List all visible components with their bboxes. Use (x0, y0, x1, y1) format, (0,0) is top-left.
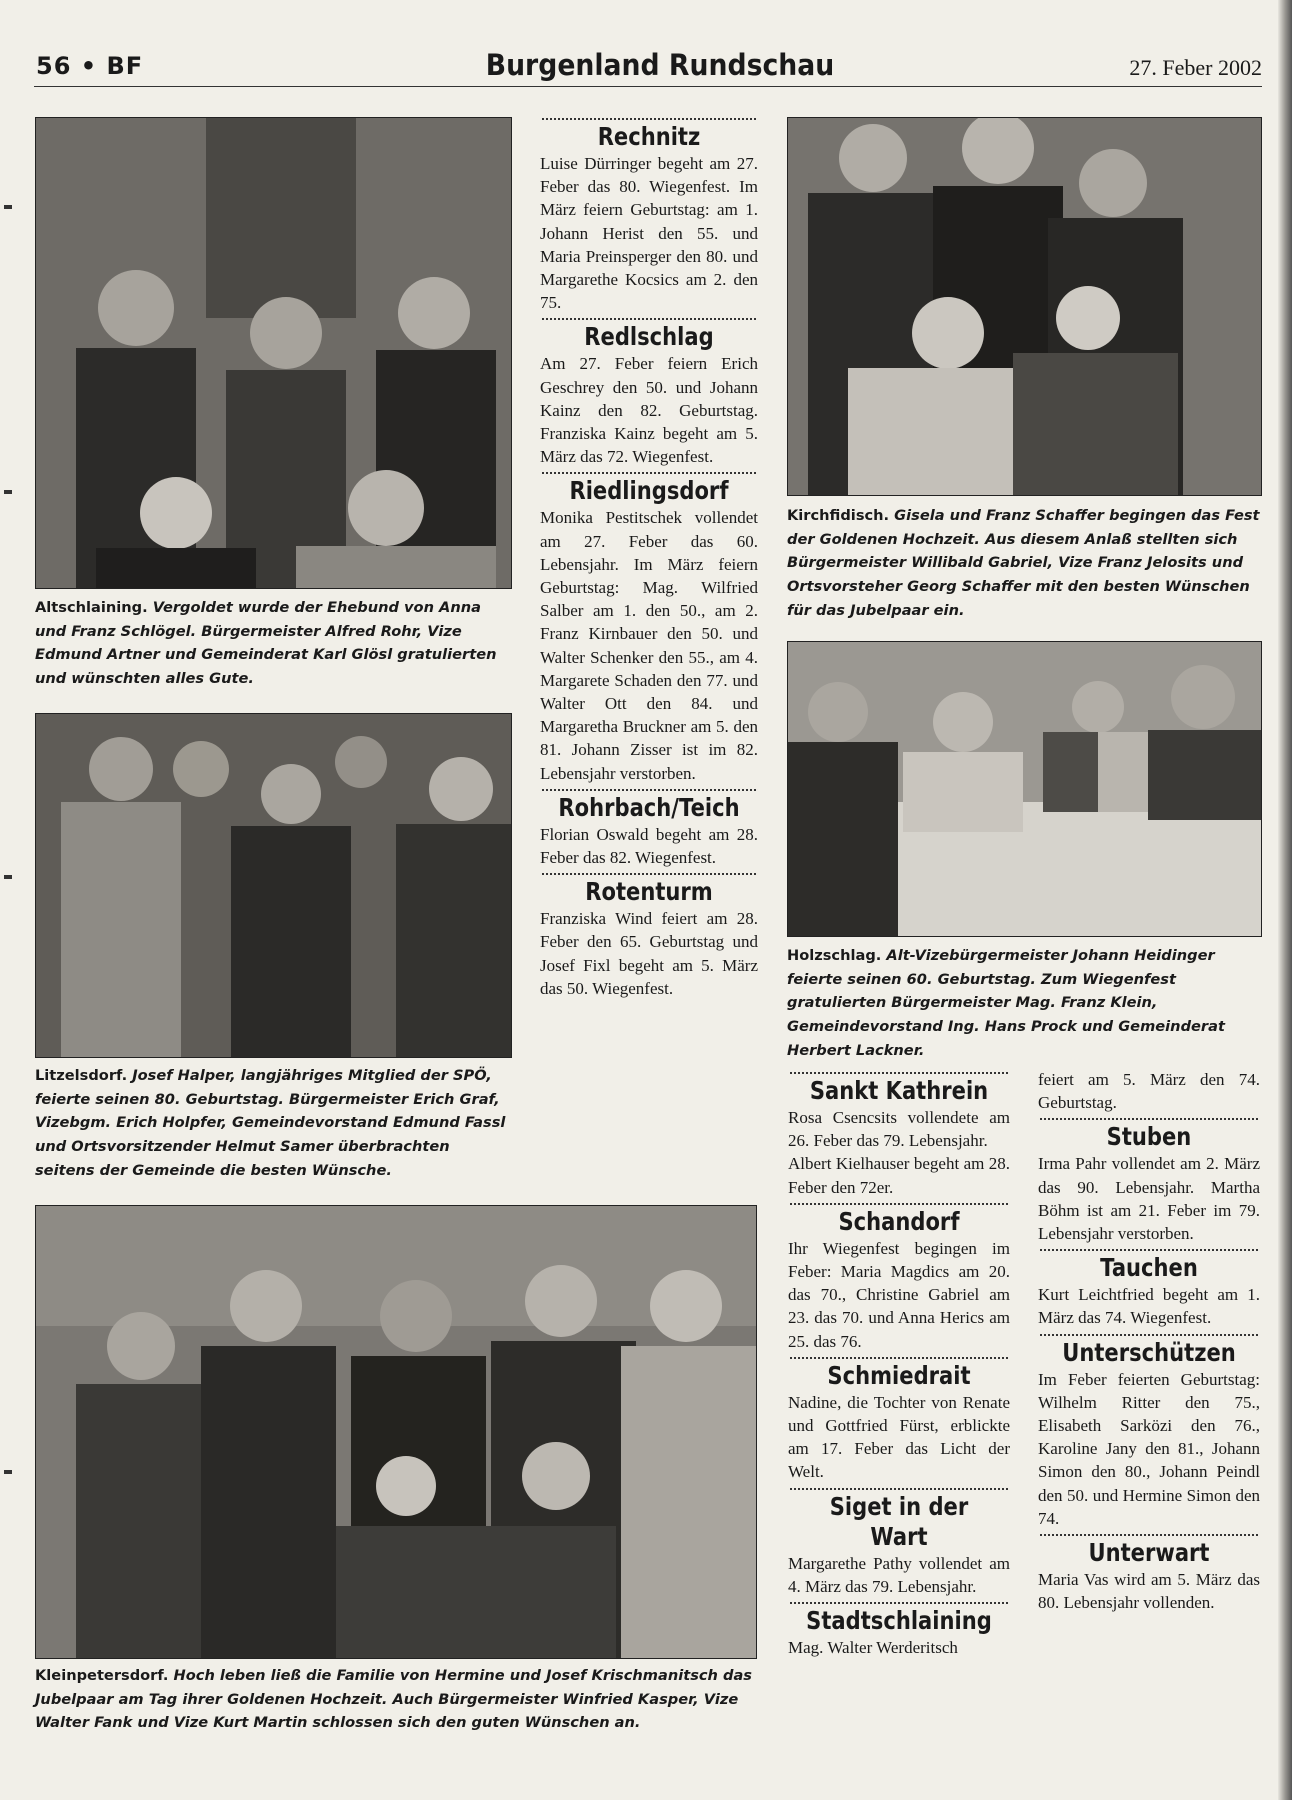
caption-place: Altschlaining. (35, 599, 148, 616)
section-tauchen (1038, 1249, 1260, 1329)
section-text: Nadine, die Tochter von Renate und Gottfried Fürst, erblickte am 17. Feber das Licht der Welt. (788, 1392, 1010, 1482)
dotted-separator (542, 318, 756, 320)
section-schandorf (788, 1203, 1010, 1353)
section-text: Maria Vas wird am 5. März das 80. Lebensjahr vollenden. (1038, 1570, 1260, 1613)
scan-mark (4, 1470, 12, 1474)
section-stadtschlaining (788, 1602, 1010, 1659)
section-text: Monika Pestitschek vollendet am 27. Feber das 60. Lebensjahr. Im März feiern Geburtstag: Mag. Wilfried Salber am 1. den 50., am 2. Franz Kirnbauer den 50. und Walter Schenker den 55., am 4. Margarete Schaden den 77. und Walter Ott den 84. und Margaretha Bruckner am 5. den 81. Johann Zisser ist im 82. Lebensjahr verstorben. (540, 508, 758, 783)
issue-date: 27. Feber 2002 (1129, 55, 1262, 80)
section-title: Rechnitz (597, 122, 701, 151)
right-column-b (1038, 1068, 1260, 1616)
caption-place: Kleinpetersdorf. (35, 1667, 169, 1684)
section-rechnitz (540, 118, 758, 314)
caption-text: Vergoldet wurde der Ehebund von Anna und Franz Schlögel. Bürgermeister Alfred Rohr, Vize Edmund Artner und Gemeinderat Karl Glösl gratulierten und wünschten alles Gute. (35, 599, 497, 687)
scan-mark (4, 490, 12, 494)
section-rohrbach-teich (540, 789, 758, 869)
dotted-separator (542, 472, 756, 474)
dotted-separator (542, 118, 756, 120)
section-title: Schmiedrait (827, 1360, 971, 1390)
scan-mark (4, 205, 12, 209)
newspaper-title: Burgenland Rundschau (485, 48, 835, 82)
section-text: Am 27. Feber feiern Erich Geschrey den 50. und Johann Kainz den 82. Geburtstag. Franziska Kainz begeht am 5. März das 72. Wiegenfest. (540, 354, 758, 467)
section-redlschlag (540, 318, 758, 468)
section-text: Margarethe Pathy vollendet am 4. März das 79. Lebensjahr. (788, 1553, 1010, 1596)
photo-kirchfidisch (787, 117, 1262, 496)
caption-altschlaining (35, 596, 510, 691)
section-sankt-kathrein (788, 1072, 1010, 1199)
section-riedlingsdorf (540, 472, 758, 784)
section-schmiedrait (788, 1357, 1010, 1484)
section-title: Unterwart (1088, 1538, 1210, 1568)
section-text: Kurt Leichtfried begeht am 1. März das 74. Wiegenfest. (1038, 1285, 1260, 1328)
section-title: Tauchen (1100, 1253, 1198, 1283)
dotted-separator (1040, 1334, 1258, 1336)
section-siget-in-der-wart (788, 1488, 1010, 1598)
dotted-separator (1040, 1118, 1258, 1120)
section-title: Rohrbach/Teich (558, 792, 740, 822)
caption-text: Gisela und Franz Schaffer begingen das Fest der Goldenen Hochzeit. Aus diesem Anlaß stellten sich Bürgermeister Willibald Gabriel, Vize Franz Jelosits und Ortsvorsteher Georg Schaffer mit den besten Wünschen für das Jubelpaar ein. (787, 507, 1260, 619)
section-rotenturm (540, 873, 758, 1000)
section-title: Schandorf (838, 1206, 960, 1236)
caption-place: Holzschlag. (787, 947, 882, 964)
caption-text: Hoch leben ließ die Familie von Hermine und Josef Krischmanitsch das Jubelpaar am Tag ihrer Goldenen Hochzeit. Auch Bürgermeister Winfried Kasper, Vize Walter Fank und Vize Kurt Martin schlossen sich den guten Wünschen an. (35, 1667, 752, 1732)
dotted-separator (542, 789, 756, 791)
section-text: Mag. Walter Werderitsch (788, 1638, 958, 1658)
section-stuben (1038, 1118, 1260, 1245)
dotted-separator (790, 1203, 1008, 1205)
dotted-separator (790, 1072, 1008, 1074)
dotted-separator (790, 1357, 1008, 1359)
caption-kirchfidisch (787, 504, 1260, 622)
section-unterwart (1038, 1534, 1260, 1614)
section-title: Redlschlag (584, 322, 714, 352)
dotted-separator (790, 1602, 1008, 1604)
caption-place: Kirchfidisch. (787, 507, 890, 524)
caption-holzschlag (787, 944, 1260, 1062)
continuation-text: feiert am 5. März den 74. Geburtstag. (1038, 1070, 1260, 1113)
caption-place: Litzelsdorf. (35, 1067, 128, 1084)
header-rule (34, 86, 1262, 87)
caption-text: Josef Halper, langjähriges Mitglied der SPÖ, feierte seinen 80. Geburtstag. Bürgermeister Erich Graf, Vizebgm. Erich Holpfer, Gemeindevorstand Edmund Fassl und Ortsvorsitzender Helmut Samer überbrachten seitens der Gemeinde die besten Wünsche. (35, 1067, 506, 1179)
right-column-a (788, 1068, 1010, 1661)
photo-altschlaining (35, 117, 512, 589)
section-text: Luise Dürringer begeht am 27. Feber das 80. Wiegenfest. Im März feiern Geburtstag: am 1. Johann Herist den 55. und Maria Preinsperger den 80. und Margarethe Kocsics am 2. den 75. (540, 154, 758, 313)
caption-text: Alt-Vizebürgermeister Johann Heidinger feierte seinen 60. Geburtstag. Zum Wiegenfest gratulierten Bürgermeister Mag. Franz Klein, Gemeindevorstand Ing. Hans Prock und Gemeinderat Herbert Lackner. (787, 947, 1225, 1059)
caption-litzelsdorf (35, 1064, 510, 1182)
dotted-separator (1040, 1534, 1258, 1536)
section-text: Irma Pahr vollendet am 2. März das 90. Lebensjahr. Martha Böhm ist am 21. Feber im 79. Lebensjahr verstorben. (1038, 1154, 1260, 1244)
photo-holzschlag (787, 641, 1262, 937)
scan-edge (1278, 0, 1292, 1800)
dotted-separator (1040, 1249, 1258, 1251)
section-title: Riedlingsdorf (569, 476, 729, 506)
section-title: Stuben (1106, 1122, 1192, 1152)
section-unterschuetzen (1038, 1334, 1260, 1530)
photo-kleinpetersdorf (35, 1205, 757, 1659)
middle-column (540, 114, 758, 1002)
section-text: Franziska Wind feiert am 28. Feber den 65. Geburtstag und Josef Fixl begeht am 5. März das 50. Wiegenfest. (540, 909, 758, 998)
section-title: Stadtschlaining (806, 1606, 992, 1636)
section-title: Siget in der Wart (829, 1491, 969, 1551)
scan-mark (4, 875, 12, 879)
section-text: Albert Kielhauser begeht am 28. Feber den 72er. (788, 1154, 1010, 1197)
section-title: Rotenturm (585, 877, 713, 907)
section-text: Im Feber feierten Geburtstag: Wilhelm Ritter den 75., Elisabeth Sarközi den 76., Karoline Jany den 81., Johann Simon den 80., Johann Peindl den 50. und Hermine Simon den 74. (1038, 1369, 1260, 1528)
section-text: Florian Oswald begeht am 28. Feber das 82. Wiegenfest. (540, 824, 758, 868)
section-text: Ihr Wiegenfest begingen im Feber: Maria Magdics am 20. das 70., Christine Gabriel am 23. das 70. und Anna Herics am 25. das 76. (788, 1238, 1010, 1351)
photo-litzelsdorf (35, 713, 512, 1058)
page-label: 56 • BF (36, 52, 144, 80)
caption-kleinpetersdorf (35, 1664, 760, 1735)
dotted-separator (542, 873, 756, 875)
section-text: Rosa Csencsits vollendete am 26. Feber das 79. Lebensjahr. (788, 1108, 1010, 1151)
section-title: Unterschützen (1062, 1337, 1236, 1367)
dotted-separator (790, 1488, 1008, 1490)
section-title: Sankt Kathrein (809, 1076, 989, 1105)
